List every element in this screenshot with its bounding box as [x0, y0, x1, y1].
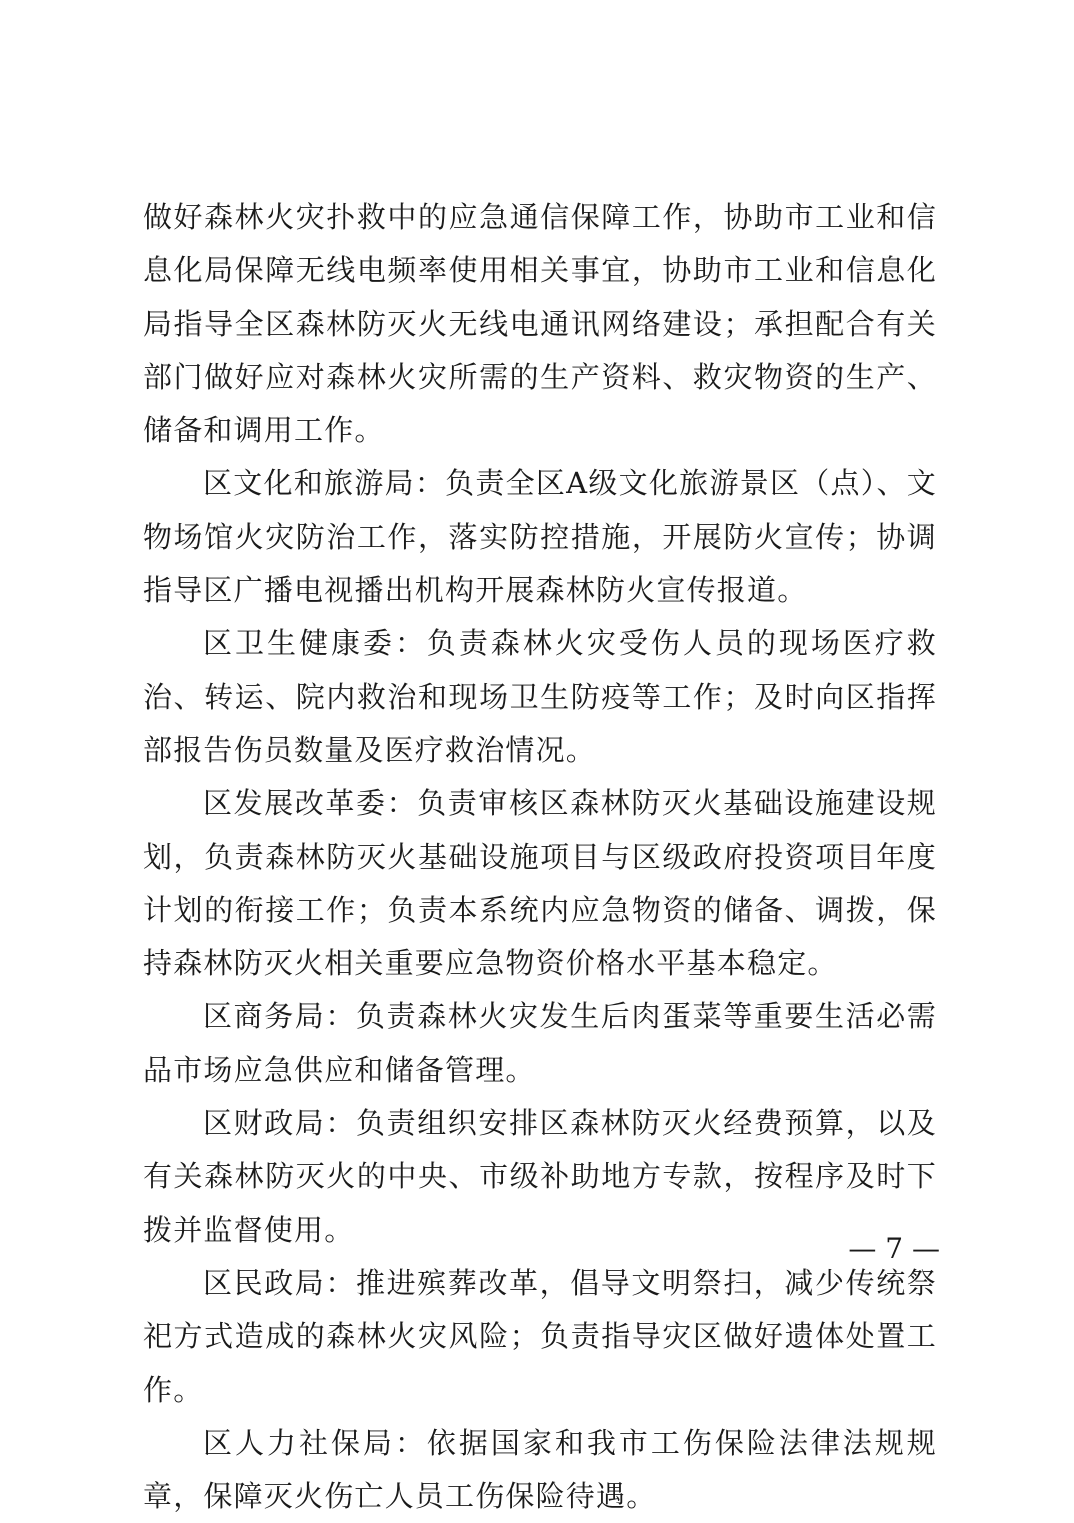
paragraph-culture-tourism-bureau: 区文化和旅游局：负责全区A级文化旅游景区（点）、文物场馆火灾防治工作，落实防控措施，开展防火宣传；协调指导区广播电视播出机构开展森林防火宣传报道。: [143, 466, 937, 608]
document-body: [143, 191, 937, 1523]
paragraph-continuation: 做好森林火灾扑救中的应急通信保障工作，协助市工业和信息化局保障无线电频率使用相关事宜，协助市工业和信息化局指导全区森林防灭火无线电通讯网络建设；承担配合有关部门做好应对森林火灾所需的生产资料、救灾物资的生产、储备和调用工作。: [143, 200, 937, 448]
paragraph-civil-affairs-bureau: 区民政局：推进殡葬改革，倡导文明祭扫，减少传统祭祀方式造成的森林火灾风险；负责指导灾区做好遗体处置工作。: [143, 1265, 937, 1407]
paragraph-health-commission: 区卫生健康委：负责森林火灾受伤人员的现场医疗救治、转运、院内救治和现场卫生防疫等工作；及时向区指挥部报告伤员数量及医疗救治情况。: [143, 626, 937, 767]
paragraph-human-resources-bureau: 区人力社保局：依据国家和我市工伤保险法律法规规章，保障灭火伤亡人员工伤保险待遇。: [143, 1425, 937, 1514]
paragraph-development-reform-commission: 区发展改革委：负责审核区森林防灭火基础设施建设规划，负责森林防灭火基础设施项目与区级政府投资项目年度计划的衔接工作；负责本系统内应急物资的储备、调拨，保持森林防灭火相关重要应急物资价格水平基本稳定。: [143, 786, 937, 981]
page-number: — 7 —: [848, 1232, 940, 1265]
paragraph-finance-bureau: 区财政局：负责组织安排区森林防灭火经费预算，以及有关森林防灭火的中央、市级补助地方专款，按程序及时下拨并监督使用。: [143, 1106, 937, 1247]
paragraph-commerce-bureau: 区商务局：负责森林火灾发生后肉蛋菜等重要生活必需品市场应急供应和储备管理。: [143, 999, 937, 1087]
